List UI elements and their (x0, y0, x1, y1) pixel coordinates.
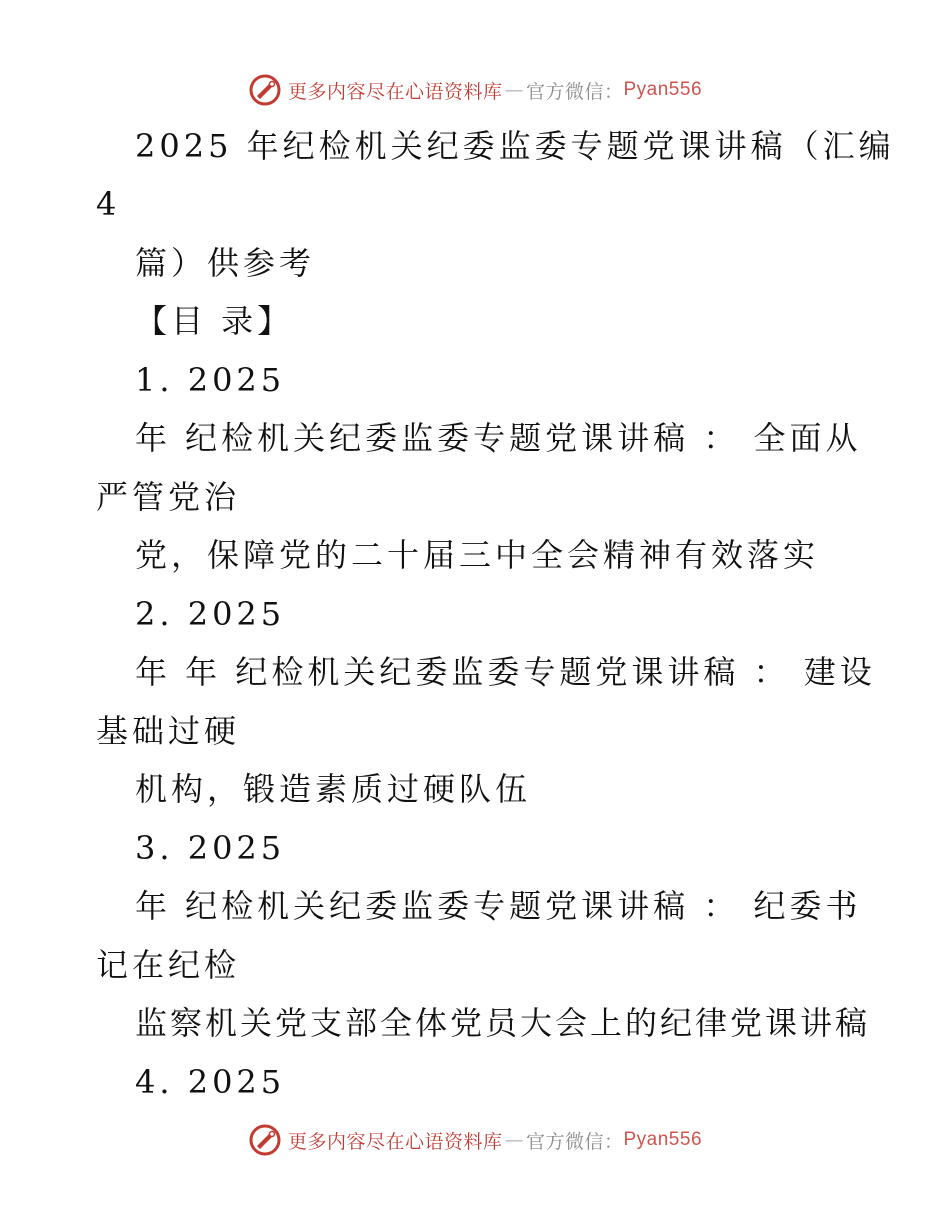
banner-wechat-id: Pyan556 (623, 1129, 703, 1150)
banner-main-text: 更多内容尽在心语资料库 (287, 80, 503, 103)
toc-heading: 【目 录】 (135, 302, 294, 340)
toc-item-text: 年 纪检机关纪委监委专题党课讲稿 ： 纪委书 (135, 887, 862, 925)
banner-main-text: 更多内容尽在心语资料库 (287, 1130, 503, 1153)
toc-item-text: 年 年 纪检机关纪委监委专题党课讲稿 ： 建设 (135, 653, 876, 691)
toc-item-number: 1. 2025 (135, 361, 286, 399)
banner-sub-text: 官方微信： (525, 1130, 624, 1153)
toc-item-text: 监察机关党支部全体党员大会上的纪律党课讲稿 (135, 1004, 871, 1042)
doc-title: 2025 年纪检机关纪委监委专题党课讲稿（汇编 (135, 127, 895, 165)
toc-item-text: 机构，锻造素质过硬队伍 (135, 770, 532, 808)
toc-item-text: 记在纪检 (96, 946, 241, 984)
toc-item-text: 年 纪检机关纪委监委专题党课讲稿 ： 全面从 (135, 419, 862, 457)
banner-sub-text: 官方微信： (525, 80, 624, 103)
toc-item-number: 2. 2025 (135, 595, 286, 633)
banner-wechat-id: Pyan556 (623, 79, 703, 100)
toc-item-number: 4. 2025 (135, 1063, 286, 1101)
toc-item-text: 党，保障党的二十届三中全会精神有效落实 (135, 536, 820, 574)
banner-separator: — (504, 79, 524, 101)
doc-title-end: 篇）供参考 (135, 244, 316, 282)
toc-item-text: 严管党治 (96, 478, 241, 516)
doc-title-cont: 4 (96, 185, 121, 223)
toc-item-number: 3. 2025 (135, 829, 286, 867)
logo-icon (248, 1123, 282, 1157)
toc-item-text: 基础过硬 (96, 712, 241, 750)
banner-separator: — (504, 1129, 524, 1151)
footer-banner (0, 1120, 950, 1160)
